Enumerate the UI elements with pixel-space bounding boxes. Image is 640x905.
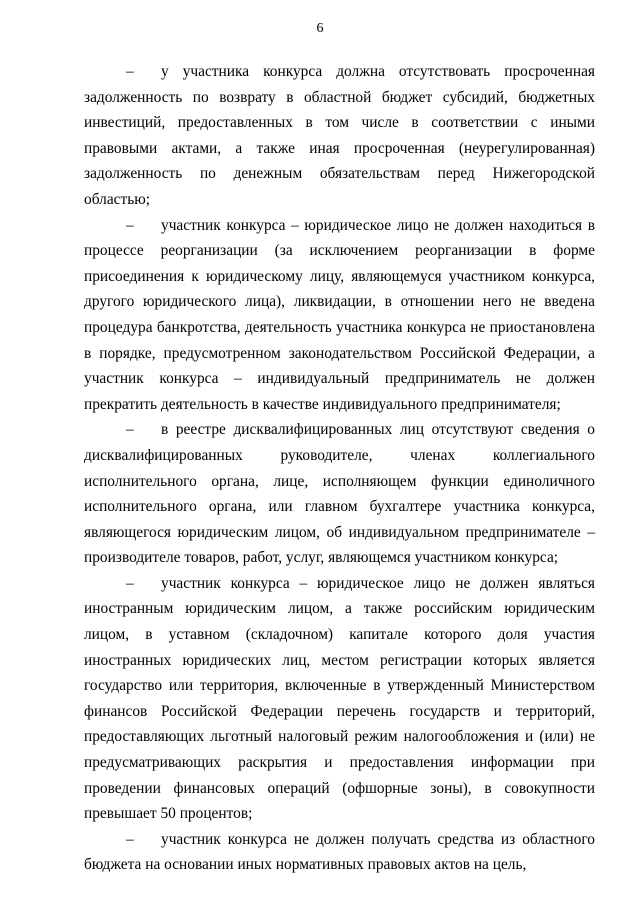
bullet-dash: – <box>126 63 134 80</box>
list-item <box>84 59 595 213</box>
list-item-text: участник конкурса – юридическое лицо не должен находиться в процессе реорганизации (за исключением реорганизации в форме присоединения к юридическому лицу, являющемуся участником конкурса, другого юридического лица), ликвидации, в отношении него не введена процедура банкротства, деятельность участника конкурса не приостановлена в порядке, предусмотренном законодательством Российской Федерации, а участник конкурса – индивидуальный предприниматель не должен прекратить деятельность в качестве индивидуального предпринимателя; <box>84 216 595 413</box>
list-item-text: участник конкурса не должен получать средства из областного бюджета на основании иных нормативных правовых актов на цель, <box>84 830 595 874</box>
list-item-text: в реестре дисквалифицированных лиц отсутствуют сведения о дисквалифицированных руководителе, членах коллегиального исполнительного органа, лице, исполняющем функции единоличного исполнительного органа, или главном бухгалтере участника конкурса, являющегося юридическим лицом, об индивидуальном предпринимателе – производителе товаров, работ, услуг, являющемся участником конкурса; <box>84 421 595 567</box>
bullet-dash: – <box>126 574 134 592</box>
bullet-dash: – <box>126 421 134 439</box>
bullet-dash: – <box>126 216 134 234</box>
list-item <box>84 827 595 878</box>
list-item <box>84 213 595 418</box>
list-item-text: у участника конкурса должна отсутствовать просроченная задолженность по возврату в областной бюджет субсидий, бюджетных инвестиций, предоставленных в том числе в соответствии с иными правовыми актами, а также иная просроченная (неурегулированная) задолженность по денежным обязательствам перед Нижегородской областью; <box>84 63 595 208</box>
list-item <box>84 417 595 571</box>
list-item <box>84 571 595 827</box>
list-item-text: участник конкурса – юридическое лицо не должен являться иностранным юридическим лицом, а также российским юридическим лицом, в уставном (складочном) капитале которого доля участия иностранных юридических лиц, местом регистрации которых является государство или территория, включенные в утвержденный Министерством финансов Российской Федерации перечень государств и территорий, предоставляющих льготный налоговый режим налогообложения и (или) не предусматривающих раскрытия и предоставления информации при проведении финансовых операций (офшорные зоны), в совокупности превышает 50 процентов; <box>84 574 595 823</box>
bullet-dash: – <box>126 830 134 848</box>
page-number: 6 <box>316 21 324 36</box>
document-body <box>84 59 595 878</box>
